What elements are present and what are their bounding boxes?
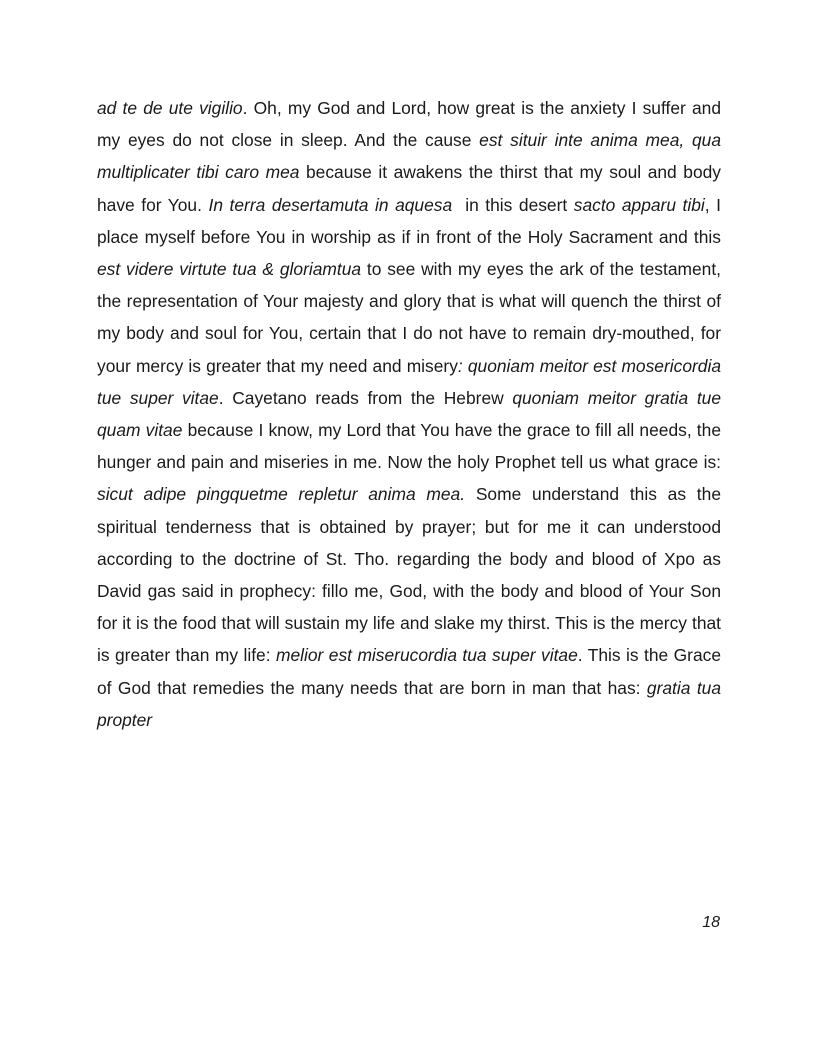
latin-phrase: gratia tua propter [97,677,721,730]
latin-phrase: : quoniam meitor est mosericordia tue super vitae [97,355,721,408]
latin-phrase: sicut adipe pingquetme repletur anima mea. [97,484,466,505]
page-number: 18 [702,914,720,931]
body-paragraph [97,92,721,736]
text-run: because it awakens the thirst that my soul and body have for You. [97,162,721,215]
latin-phrase: sacto apparu tibi [573,194,705,215]
text-run: . Cayetano reads from the Hebrew [218,387,513,408]
text-run: Some understand this as the spiritual tenderness that is obtained by prayer; but for me it can understood according to the doctrine of St. Tho. regarding the body and blood of Xpo as David gas said in prophecy: fillo me, God, with the body and blood of Your Son for it is the food that will sustain my life and slake my thirst. This is the mercy that is greater than my life: [97,484,721,666]
latin-phrase: melior est miserucordia tua super vitae [276,645,578,666]
text-run: . This is the Grace of God that remedies the many needs that are born in man that has: [97,645,721,698]
latin-phrase: quoniam meitor gratia tue quam vitae [97,387,721,441]
text-run: in this desert [452,194,574,215]
latin-phrase: ad te de ute vigilio [97,98,243,118]
text-run: to see with my eyes the ark of the testament, the representation of Your majesty and glory that is what will quench the thirst of my body and soul for You, certain that I do not have to remain dry-mouthed, for your mercy is greater that my need and misery [97,259,721,376]
latin-phrase: est situir inte anima mea, qua multiplicater tibi caro mea [97,130,721,183]
text-run: . Oh, my God and Lord, how great is the anxiety I suffer and my eyes do not close in sleep. And the cause [97,98,721,151]
text-run: , I place myself before You in worship as if in front of the Holy Sacrament and this [97,194,721,247]
text-run: because I know, my Lord that You have the grace to fill all needs, the hunger and pain and miseries in me. Now the holy Prophet tell us what grace is: [97,420,721,473]
latin-phrase: est videre virtute tua & gloriamtua [97,259,362,280]
latin-phrase: In terra desertamuta in aquesa [208,194,453,215]
